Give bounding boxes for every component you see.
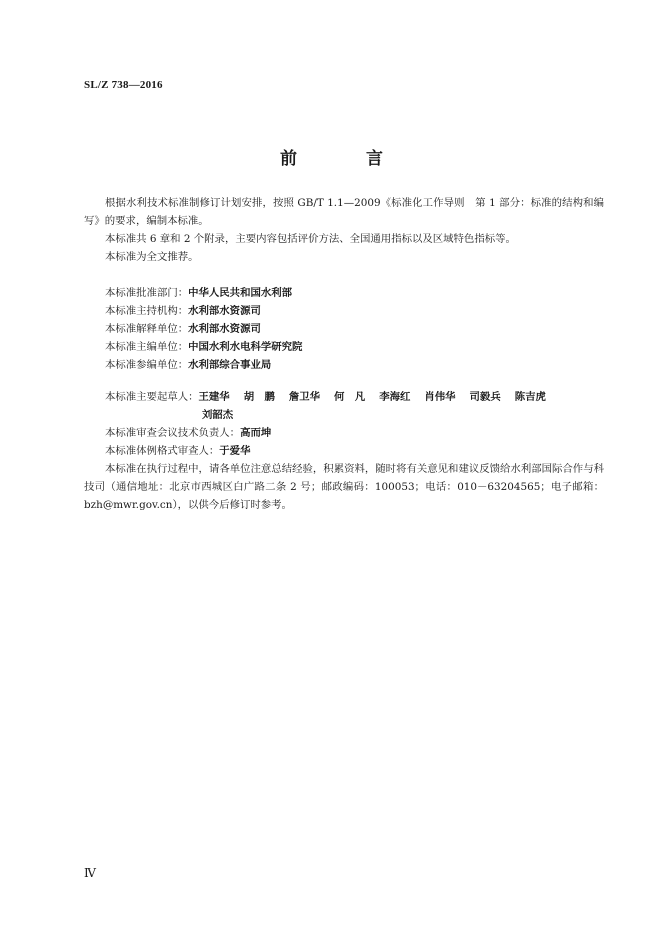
reviewer-name: 高而坤	[240, 427, 272, 439]
drafter-name: 胡 鹏	[243, 391, 275, 403]
tech-reviewer-line	[84, 424, 604, 442]
reviewer-label: 本标准审查会议技术负责人：	[105, 427, 241, 439]
drafter-name: 王建华	[198, 391, 230, 403]
drafters-section	[84, 388, 604, 514]
unit-label: 本标准主编单位：	[105, 341, 189, 353]
unit-label: 本标准批准部门：	[105, 287, 189, 299]
standard-code: SL/Z 738—2016	[84, 79, 163, 91]
interpretation-unit-line	[84, 320, 604, 338]
drafter-name: 肖伟华	[424, 391, 456, 403]
page-number: Ⅳ	[84, 866, 96, 880]
host-org-line	[84, 302, 604, 320]
drafters-label: 本标准主要起草人：	[105, 391, 199, 403]
page-title: 前 言	[280, 149, 409, 169]
drafters-line	[84, 388, 604, 406]
unit-label: 本标准参编单位：	[105, 359, 189, 371]
chief-editor-unit-line	[84, 338, 604, 356]
format-reviewer-line	[84, 442, 604, 460]
participating-unit-line	[84, 356, 604, 374]
reviewer-label: 本标准体例格式审查人：	[105, 445, 220, 457]
units-section	[84, 284, 604, 374]
unit-label: 本标准解释单位：	[105, 323, 189, 335]
intro-paragraph-1: 根据水利技术标准制修订计划安排，按照 GB/T 1.1—2009《标准化工作导则 第 1 部分：标准的结构和编写》的要求，编制本标准。	[84, 197, 604, 227]
unit-value: 中华人民共和国水利部	[188, 287, 293, 299]
drafter-name: 陈吉虎	[514, 391, 546, 403]
drafter-name: 刘韶杰	[202, 409, 234, 421]
unit-value: 水利部水资源司	[188, 305, 261, 317]
drafter-name: 司毅兵	[469, 391, 501, 403]
unit-value: 中国水利水电科学研究院	[188, 341, 303, 353]
drafter-name: 李海红	[379, 391, 411, 403]
intro-paragraph-2: 本标准共 6 章和 2 个附录，主要内容包括评价方法、全国通用指标以及区域特色指标等。	[105, 233, 516, 245]
feedback-paragraph: 本标准在执行过程中，请各单位注意总结经验，积累资料，随时将有关意见和建议反馈给水利部国际合作与科技司（通信地址：北京市西城区白广路二条 2 号；邮政编码：100053；电话：010－63204565；电子邮箱：bzh@mwr.gov.cn），以供今后修订时参考。	[84, 463, 604, 511]
unit-value: 水利部综合事业局	[188, 359, 272, 371]
unit-value: 水利部水资源司	[188, 323, 261, 335]
reviewer-name: 于爱华	[219, 445, 251, 457]
drafter-name: 何 凡	[334, 391, 366, 403]
approval-dept-line	[84, 284, 604, 302]
intro-paragraph-3: 本标准为全文推荐。	[105, 251, 199, 263]
unit-label: 本标准主持机构：	[105, 305, 189, 317]
intro-section	[84, 194, 604, 266]
drafter-name: 詹卫华	[288, 391, 321, 403]
drafters-line-2	[84, 406, 604, 424]
